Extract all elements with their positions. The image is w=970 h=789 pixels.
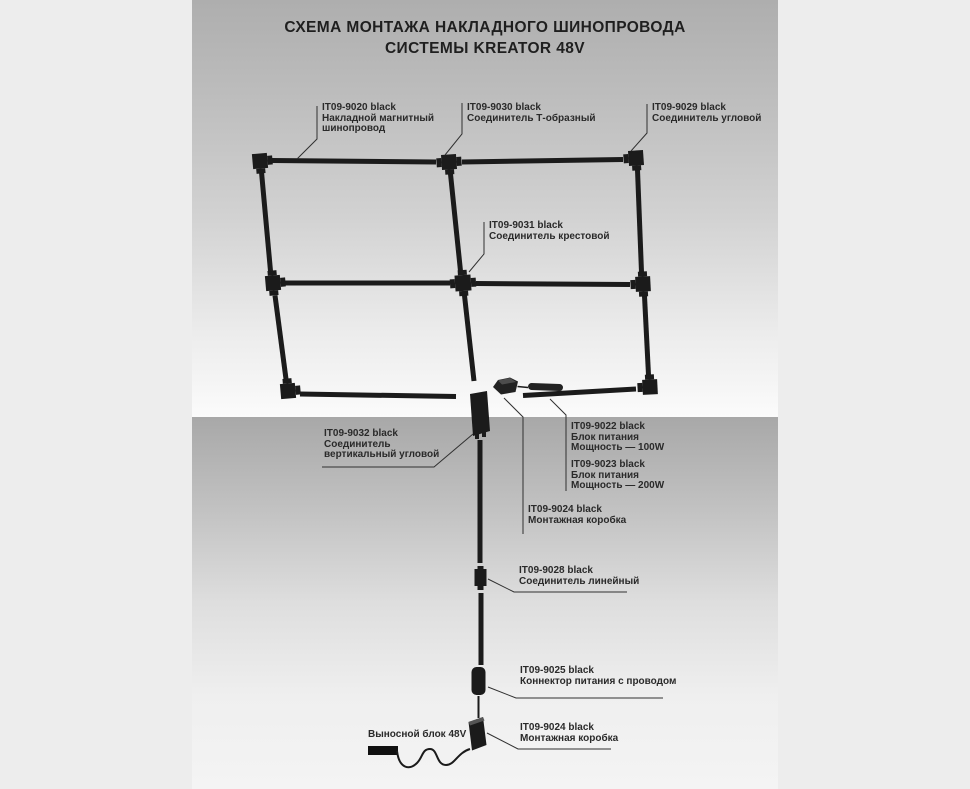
corner-connector-bottom-left [279, 377, 301, 399]
part-desc: Мощность — 100W [571, 442, 665, 453]
track-col-right-upper [638, 170, 642, 272]
corner-connector-top-left [252, 152, 274, 174]
label-external-unit [368, 730, 466, 741]
track-col-right-lower [645, 296, 649, 375]
connectors [252, 150, 658, 399]
power-cord-connector [472, 667, 486, 695]
track-top-left [272, 161, 436, 163]
part-desc: Мощность — 200W [571, 480, 665, 491]
track-mid-right [476, 284, 630, 285]
track-bottom-left [300, 394, 456, 397]
part-desc: Соединитель угловой [652, 112, 762, 124]
corner-connector-bottom-right [637, 374, 658, 395]
part-number: IT09-9022 black [571, 421, 645, 432]
part-number: IT09-9025 black [520, 665, 594, 676]
part-desc: вертикальный угловой [324, 449, 440, 460]
t-connector-mid-right [630, 271, 651, 297]
part-desc: Соединитель Т-образный [467, 112, 596, 124]
part-number: IT09-9031 black [489, 220, 563, 231]
leader-9029 [631, 104, 647, 151]
label-it09-9024-ceiling [528, 505, 626, 526]
title-line-2: СИСТЕМЫ KREATOR 48V [384, 40, 586, 57]
leader-9030 [445, 103, 462, 155]
part-number: IT09-9030 black [467, 102, 541, 113]
part-number: IT09-9020 black [322, 102, 396, 113]
part-desc: Блок питания [571, 431, 639, 443]
label-it09-9031 [489, 221, 610, 242]
label-it09-9025 [520, 666, 676, 687]
part-desc: Соединитель крестовой [489, 230, 610, 242]
part-desc: Соединитель линейный [519, 575, 640, 587]
wavy-cable [397, 749, 470, 767]
part-number: Выносной блок 48V [368, 729, 467, 740]
part-number: IT09-9028 black [519, 565, 593, 576]
label-it09-9032 [324, 429, 439, 461]
part-desc: Монтажная коробка [520, 732, 619, 744]
mounting-box-wall [469, 717, 487, 751]
part-desc: Соединитель [324, 438, 391, 450]
power-feed-connector [528, 383, 563, 391]
label-it09-9030 [467, 103, 596, 124]
track-col-left-upper [262, 172, 271, 271]
part-number: IT09-9023 black [571, 459, 645, 470]
label-it09-9029 [652, 103, 761, 124]
track-top-right [462, 160, 623, 163]
track-col-mid-upper [451, 174, 461, 271]
leader-9031 [469, 222, 484, 272]
part-number: IT09-9029 black [652, 102, 726, 113]
external-power-unit [368, 746, 398, 755]
linear-connector [475, 566, 487, 590]
part-desc: Монтажная коробка [528, 514, 627, 526]
leader-9020 [297, 106, 317, 159]
leader-9025 [488, 687, 663, 698]
label-it09-9023 [571, 460, 664, 492]
mounting-box-ceiling [493, 378, 518, 395]
leader-9022-9023 [550, 399, 566, 491]
part-desc: шинопровод [322, 123, 386, 134]
part-desc: Блок питания [571, 469, 639, 481]
label-it09-9024-wall [520, 723, 618, 744]
corner-connector-top-right [623, 150, 644, 171]
label-it09-9028 [519, 566, 639, 587]
part-number: IT09-9024 black [520, 722, 594, 733]
label-it09-9020 [322, 103, 434, 135]
part-number: IT09-9032 black [324, 428, 398, 439]
t-connector-top [436, 154, 462, 176]
title-line-1: СХЕМА МОНТАЖА НАКЛАДНОГО ШИНОПРОВОДА [284, 19, 686, 36]
leader-9024-ceiling [504, 398, 523, 534]
vertical-corner-connector [470, 391, 490, 439]
t-connector-mid-left [264, 269, 286, 296]
label-it09-9022 [571, 422, 664, 454]
cross-connector-center [449, 269, 477, 297]
track-col-mid-lower [465, 296, 475, 382]
part-desc: Накладной магнитный [322, 112, 435, 124]
box-to-feed-link [518, 387, 529, 388]
part-number: IT09-9024 black [528, 504, 602, 515]
track-col-left-lower [275, 296, 286, 380]
part-desc: Коннектор питания с проводом [520, 675, 677, 687]
